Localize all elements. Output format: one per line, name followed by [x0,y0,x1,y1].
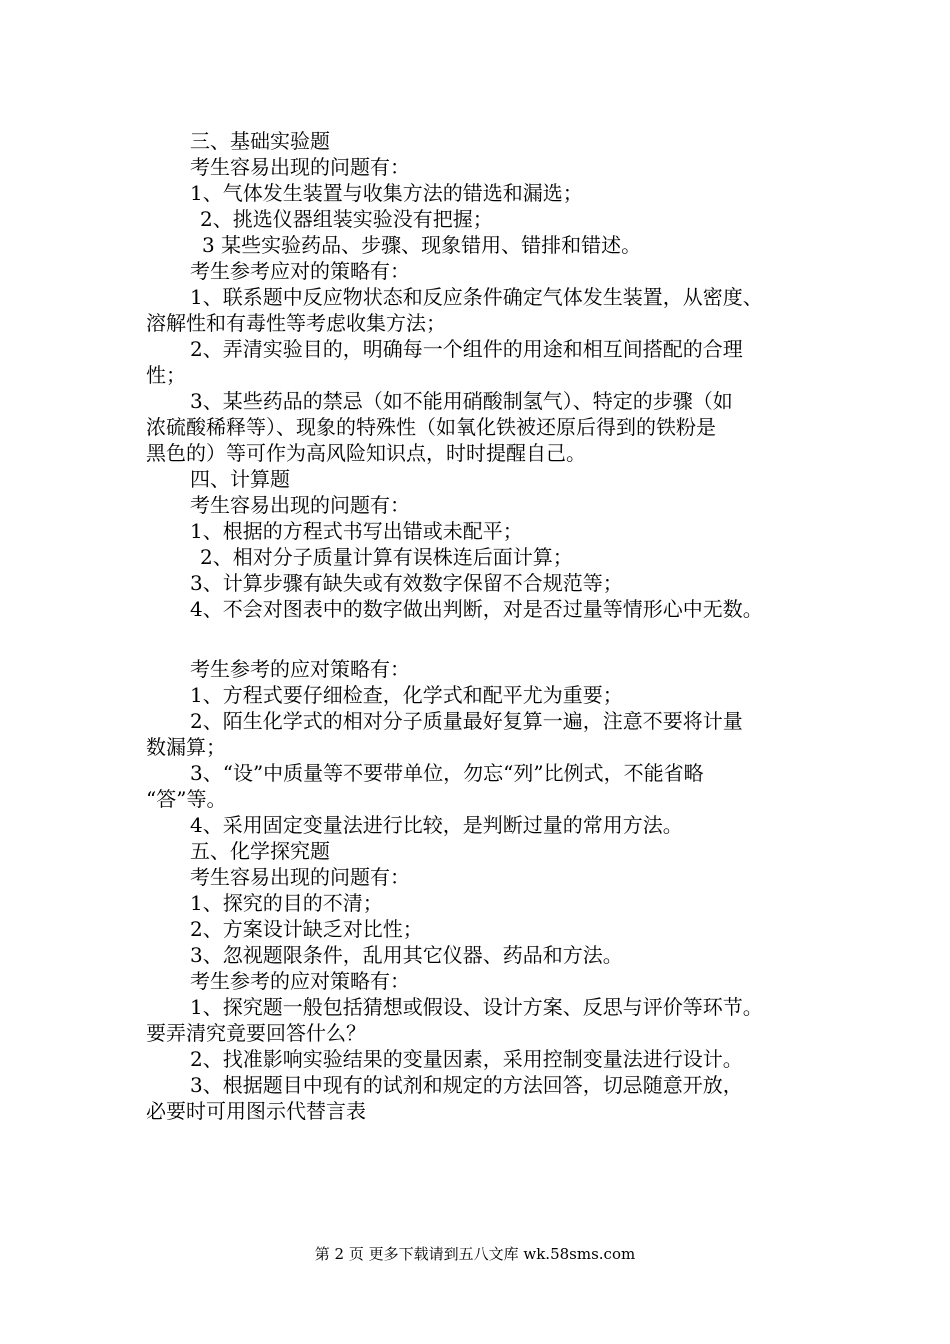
problem-item: 2、方案设计缺乏对比性； [190,917,423,941]
problem-item: 2、挑选仪器组装实验没有把握； [200,207,493,231]
strategy-item: 2、弄清实验目的，明确每一个组件的用途和相互间搭配的合理 [190,337,743,361]
problem-item: 3 某些实验药品、步骤、现象错用、错排和错述。 [202,233,642,257]
problem-item: 1、探究的目的不清； [190,891,383,915]
strategy-item: 1、方程式要仔细检查，化学式和配平尤为重要； [190,683,623,707]
strategy-item: 3、某些药品的禁忌（如不能用硝酸制氢气）、特定的步骤（如 [190,389,733,413]
section-heading: 三、基础实验题 [190,129,330,153]
problems-label: 考生容易出现的问题有： [190,865,410,889]
problems-label: 考生容易出现的问题有： [190,493,410,517]
strategy-item: 3、根据题目中现有的试剂和规定的方法回答，切忌随意开放， [190,1073,743,1097]
problem-item: 3、计算步骤有缺失或有效数字保留不合规范等； [190,571,623,595]
strategy-item-continued: 性； [146,363,186,387]
problem-item: 1、根据的方程式书写出错或未配平； [190,519,523,543]
strategy-item-continued: 浓硫酸稀释等）、现象的特殊性（如氧化铁被还原后得到的铁粉是 [146,415,716,439]
document-body [146,128,826,1124]
strategy-item: 1、联系题中反应物状态和反应条件确定气体发生装置，从密度、 [190,285,763,309]
problem-item: 4、不会对图表中的数字做出判断，对是否过量等情形心中无数。 [190,597,763,621]
strategies-label: 考生参考的应对策略有： [190,969,410,993]
section-heading: 四、计算题 [190,467,290,491]
strategy-item: 3、“设”中质量等不要带单位，勿忘“列”比例式，不能省略 [190,761,704,785]
strategy-item-continued: 溶解性和有毒性等考虑收集方法； [146,311,446,335]
problem-item: 1、气体发生装置与收集方法的错选和漏选； [190,181,583,205]
strategy-item: 2、陌生化学式的相对分子质量最好复算一遍，注意不要将计量 [190,709,743,733]
problems-label: 考生容易出现的问题有： [190,155,410,179]
strategy-item: 1、探究题一般包括猜想或假设、设计方案、反思与评价等环节。 [190,995,763,1019]
blank-line [146,622,826,656]
section-heading: 五、化学探究题 [190,839,330,863]
problem-item: 2、相对分子质量计算有误株连后面计算； [200,545,573,569]
strategy-item: 4、采用固定变量法进行比较，是判断过量的常用方法。 [190,813,683,837]
strategy-item: 2、找准影响实验结果的变量因素，采用控制变量法进行设计。 [190,1047,743,1071]
strategy-item-continued: 黑色的）等可作为高风险知识点，时时提醒自己。 [146,441,586,465]
strategy-item-continued: 必要时可用图示代替言表 [146,1099,366,1123]
problem-item: 3、忽视题限条件，乱用其它仪器、药品和方法。 [190,943,623,967]
strategy-item-continued: 数漏算； [146,735,226,759]
strategies-label: 考生参考的应对策略有： [190,657,410,681]
strategy-item-continued: “答”等。 [146,787,227,811]
strategies-label: 考生参考应对的策略有： [190,259,410,283]
strategy-item-continued: 要弄清究竟要回答什么？ [146,1021,366,1045]
page-footer: 第 2 页 更多下载请到五八文库 wk.58sms.com [314,1245,636,1263]
